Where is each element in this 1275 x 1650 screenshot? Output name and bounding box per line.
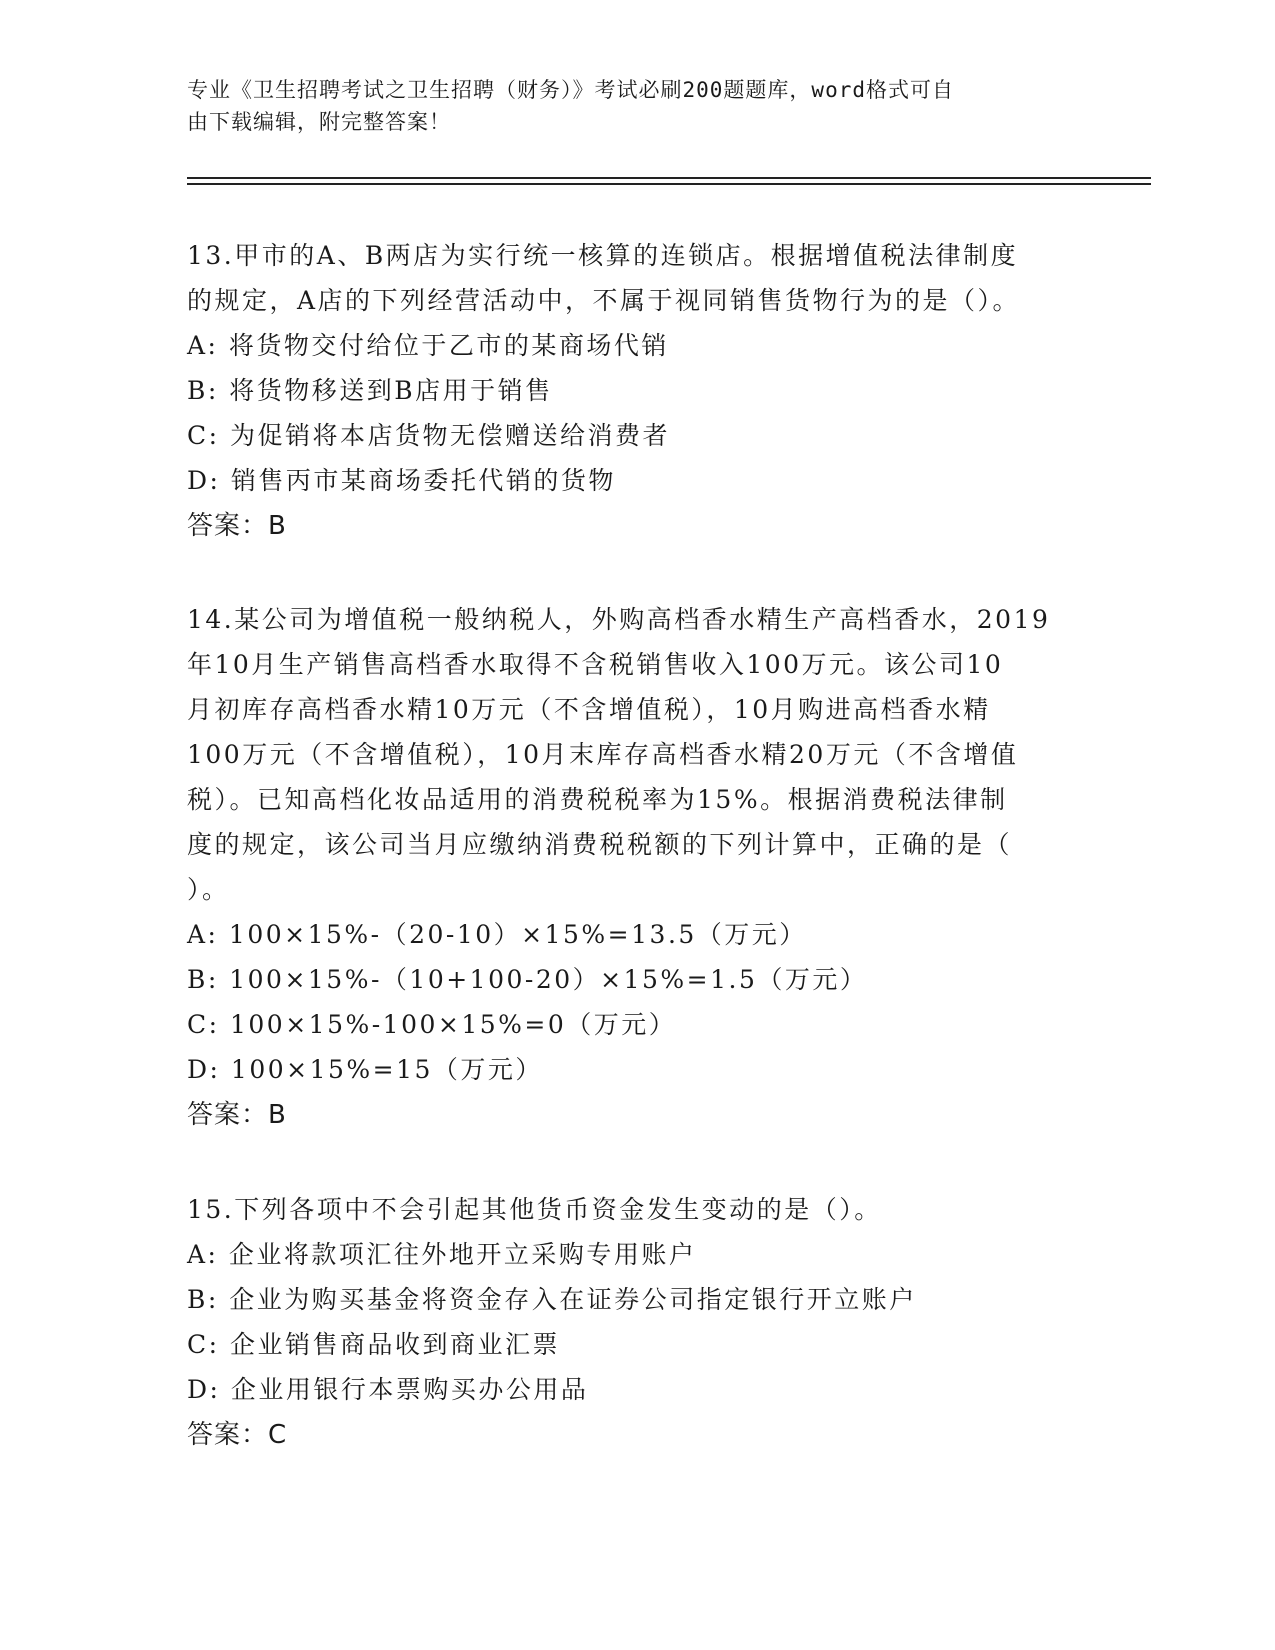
option-d: D: 销售丙市某商场委托代销的货物 (187, 466, 616, 495)
question-stem-line: 的规定，A店的下列经营活动中，不属于视同销售货物行为的是（）。 (187, 286, 1021, 315)
header-line-2: 由下载编辑，附完整答案！ (187, 110, 451, 134)
option-a: A: 企业将款项汇往外地开立采购专用账户 (187, 1240, 697, 1269)
question-stem-line: 税）。已知高档化妆品适用的消费税税率为15%。根据消费税法律制 (187, 785, 1008, 814)
question-stem-line: 月初库存高档香水精10万元（不含增值税），10月购进高档香水精 (187, 695, 991, 724)
question-stem-line: ）。 (187, 875, 230, 904)
question-15 (187, 1187, 1077, 1458)
option-b: B: 100×15%-（10+100-20）×15%=1.5（万元） (187, 965, 868, 994)
question-stem-line: 14.某公司为增值税一般纳税人，外购高档香水精生产高档香水，2019 (187, 605, 1051, 634)
header-divider-top (187, 177, 1151, 179)
option-b: B: 企业为购买基金将资金存入在证券公司指定银行开立账户 (187, 1285, 917, 1314)
question-stem-line: 15.下列各项中不会引起其他货币资金发生变动的是（）。 (187, 1195, 882, 1224)
option-c: C: 企业销售商品收到商业汇票 (187, 1330, 560, 1359)
document-header (187, 74, 1067, 138)
option-b: B: 将货物移送到B店用于销售 (187, 376, 553, 405)
option-a: A: 将货物交付给位于乙市的某商场代销 (187, 331, 669, 360)
option-c: C: 为促销将本店货物无偿赠送给消费者 (187, 421, 670, 450)
question-stem-line: 度的规定，该公司当月应缴纳消费税税额的下列计算中，正确的是（ (187, 830, 1013, 859)
answer-line: 答案：B (187, 511, 287, 541)
answer-line: 答案：C (187, 1420, 288, 1450)
option-d: D: 企业用银行本票购买办公用品 (187, 1375, 589, 1404)
option-c: C: 100×15%-100×15%=0（万元） (187, 1010, 677, 1039)
option-d: D: 100×15%=15（万元） (187, 1055, 543, 1084)
question-stem-line: 100万元（不含增值税），10月末库存高档香水精20万元（不含增值 (187, 740, 1019, 769)
question-14 (187, 597, 1077, 1138)
question-stem-line: 13.甲市的A、B两店为实行统一核算的连锁店。根据增值税法律制度 (187, 241, 1019, 270)
header-divider-bottom (187, 183, 1151, 185)
header-line-1: 专业《卫生招聘考试之卫生招聘（财务）》考试必刷200题题库，word格式可自 (187, 78, 954, 102)
option-a: A: 100×15%-（20-10）×15%=13.5（万元） (187, 920, 807, 949)
question-stem-line: 年10月生产销售高档香水取得不含税销售收入100万元。该公司10 (187, 650, 1004, 679)
answer-line: 答案：B (187, 1100, 287, 1130)
question-13 (187, 233, 1077, 549)
